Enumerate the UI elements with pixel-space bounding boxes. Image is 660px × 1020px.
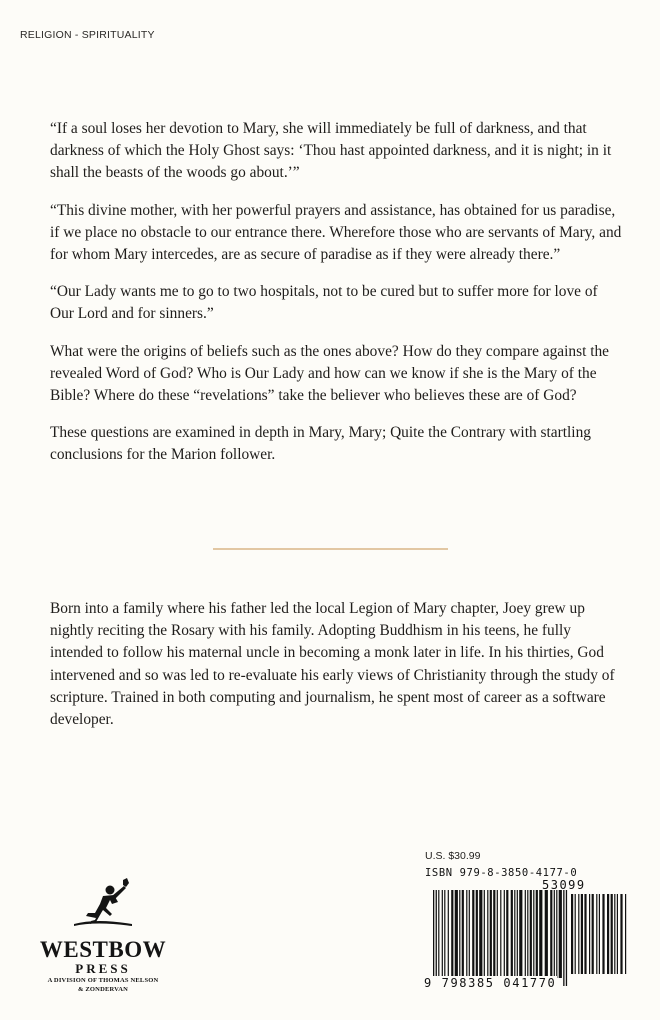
barcode-bar <box>469 890 470 978</box>
barcode-bar <box>514 890 515 978</box>
barcode-bar <box>506 890 508 978</box>
addon-bar <box>625 894 626 974</box>
quote-paragraph: “Our Lady wants me to go to two hospitals, not to be cured but to suffer more for love of Our Lord and for sinners.” <box>50 283 598 323</box>
addon-bar <box>611 894 613 974</box>
addon-bar <box>592 894 594 974</box>
barcode-bar <box>536 890 538 978</box>
ean-digits: 9 798385 041770 <box>424 976 557 990</box>
question-paragraph: What were the origins of beliefs such as the ones above? How do they compare against the revealed Word of God? Who is Our Lady and how can we know if she is the Mary of the Bible? Where do these “revelations” take the believer who believes these are of God? <box>50 342 610 405</box>
runner-figure-icon <box>66 878 140 936</box>
barcode-bar <box>438 890 439 978</box>
barcode-bar <box>504 890 505 978</box>
guard-bar <box>436 890 437 986</box>
publisher-name: WESTBOW <box>39 937 167 962</box>
barcode-bar <box>517 890 518 978</box>
publisher-division-line1: A DIVISION OF THOMAS NELSON <box>47 977 159 984</box>
summary-paragraph: These questions are examined in depth in Mary, Mary; Quite the Contrary with startling conclusions for the Marion follower. <box>50 424 591 464</box>
barcode-bar <box>559 890 562 978</box>
addon-bar <box>596 894 597 974</box>
addon-digits: 53099 <box>542 878 586 892</box>
quote-paragraph: “This divine mother, with her powerful prayers and assistance, has obtained for us paradise, if we place no obstacle to our entrance there. Wherefore those who are servants of Mary, and for whom Mary intercedes, are as secure of paradise as if they were already there.” <box>50 201 622 264</box>
addon-bar <box>575 894 576 974</box>
barcode-bar <box>455 890 458 978</box>
guard-bar <box>566 890 567 986</box>
isbn-label: ISBN 979-8-3850-4177-0 <box>425 867 578 879</box>
addon-bar <box>602 894 604 974</box>
barcode-bar <box>472 890 474 978</box>
publisher-press: PRESS <box>75 961 131 976</box>
addon-bar <box>617 894 618 974</box>
category-label: RELIGION - SPIRITUALITY <box>20 29 155 41</box>
price-label: U.S. $30.99 <box>425 850 481 862</box>
barcode-bar <box>493 890 495 986</box>
barcode-bar <box>545 890 548 978</box>
addon-bar <box>614 894 615 974</box>
barcode-bar <box>444 890 445 978</box>
description-block <box>50 118 622 482</box>
barcode-bar <box>466 890 467 978</box>
barcode-bar <box>497 890 498 986</box>
barcode <box>421 878 636 1003</box>
author-bio <box>50 598 622 746</box>
barcode-bar <box>476 890 478 978</box>
addon-bar <box>620 894 622 974</box>
addon-bar <box>584 894 586 974</box>
bio-paragraph: Born into a family where his father led the local Legion of Mary chapter, Joey grew up nightly reciting the Rosary with his family. Adopting Buddhism in his teens, he fully intended to follow his maternal uncle in becoming a monk later in life. In his thirties, God intervened and so was led to re-evaluate his early views of Christianity through the study of scripture. Trained in both computing and journalism, he spent most of career as a software developer. <box>50 600 615 729</box>
barcode-bar <box>539 890 542 978</box>
barcode-bar <box>511 890 513 978</box>
barcode-bar <box>462 890 464 978</box>
quote-paragraph: “If a soul loses her devotion to Mary, she will immediately be full of darkness, and that darkness of which the Holy Ghost says: ‘Thou hast appointed darkness, and it is night; in it shall the beasts of the woods go about.’” <box>50 120 612 182</box>
barcode-bar <box>556 890 557 978</box>
section-divider <box>213 548 448 550</box>
barcode-bar <box>500 890 501 978</box>
barcode-bar <box>550 890 552 978</box>
barcode-bar <box>484 890 485 978</box>
barcode-bar <box>527 890 528 978</box>
addon-bar <box>578 894 579 974</box>
guard-bar <box>563 890 564 986</box>
barcode-bar <box>554 890 555 978</box>
addon-bar <box>589 894 590 974</box>
barcode-bar <box>442 890 443 978</box>
barcode-bar <box>487 890 488 978</box>
addon-bar <box>571 894 573 974</box>
barcode-bar <box>530 890 532 978</box>
barcode-bar <box>451 890 453 978</box>
barcode-bar <box>519 890 522 978</box>
barcode-bar <box>533 890 534 978</box>
publisher-division-line2: & ZONDERVAN <box>77 986 129 993</box>
barcode-bar <box>459 890 460 978</box>
publisher-logo <box>28 878 178 1008</box>
barcode-bar <box>479 890 482 978</box>
addon-bar <box>599 894 600 974</box>
barcode-bar <box>490 890 492 978</box>
addon-bar <box>607 894 609 974</box>
barcode-bar <box>525 890 526 978</box>
guard-bar <box>433 890 434 986</box>
barcode-bar <box>448 890 449 978</box>
addon-bar <box>581 894 583 974</box>
